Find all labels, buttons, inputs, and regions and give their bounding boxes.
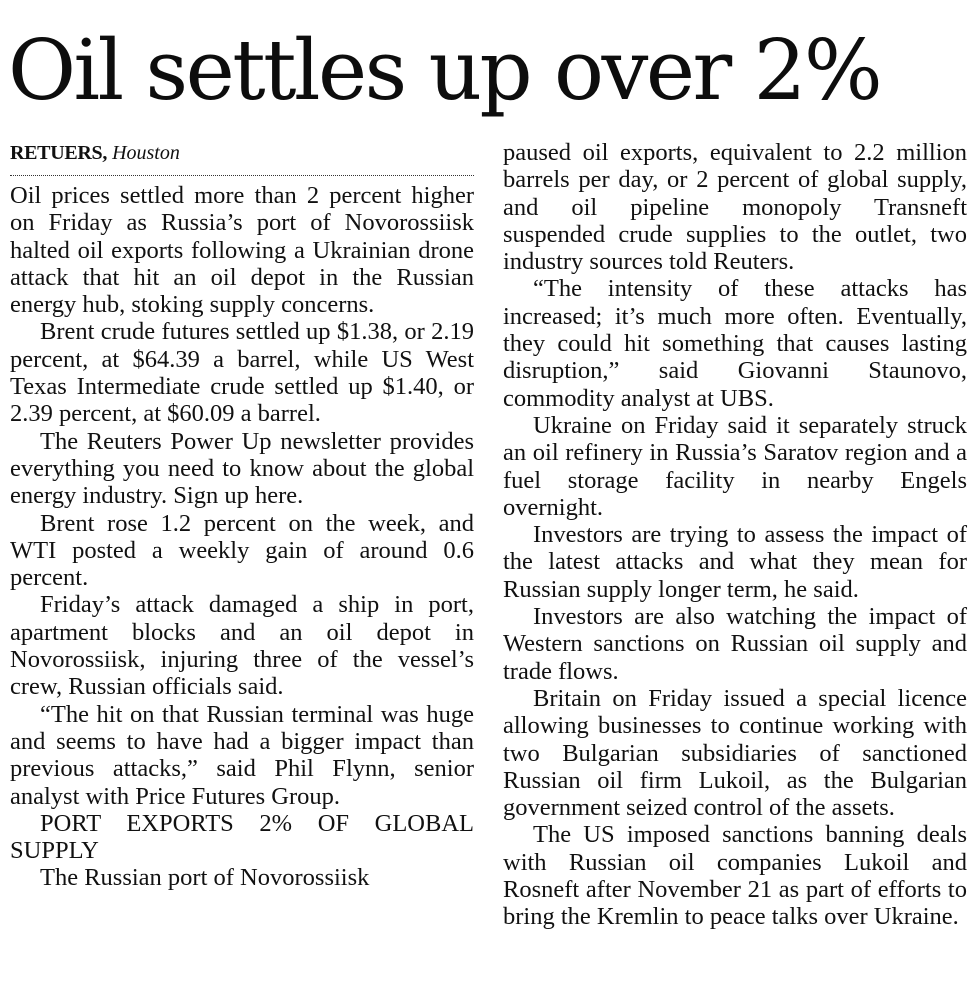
byline-agency: RETUERS, bbox=[10, 142, 108, 164]
dotted-divider bbox=[10, 175, 474, 176]
paragraph: The Russian port of Novorossiisk bbox=[40, 864, 370, 892]
paragraph: Friday’s attack damaged a ship in port, apartment blocks and an oil depot in Novorossiisk, injuring three of the vessel’s crew, Russian officials said. bbox=[10, 591, 474, 701]
paragraph: The US imposed sanctions banning deals with Russian oil companies Lukoil and Rosneft after November 21 as part of efforts to bring the Kremlin to peace talks over Ukraine. bbox=[503, 821, 967, 931]
paragraph: “The hit on that Russian terminal was huge and seems to have had a bigger impact than previous attacks,” said Phil Flynn, senior analyst with Price Futures Group. bbox=[10, 700, 474, 810]
paragraph: “The intensity of these attacks has increased; it’s much more often. Eventually, they could hit something that causes lasting disruption,” said Giovanni Staunovo, commodity analyst at UBS. bbox=[503, 275, 967, 412]
headline: Oil settles up over 2% bbox=[8, 22, 881, 119]
paragraph: Investors are trying to assess the impact of the latest attacks and what they mean for Russian supply longer term, he said. bbox=[503, 521, 967, 603]
paragraph: Brent rose 1.2 percent on the week, and WTI posted a weekly gain of around 0.6 percent. bbox=[10, 509, 474, 592]
left-column bbox=[10, 139, 474, 892]
paragraph: Ukraine on Friday said it separately struck an oil refinery in Russia’s Saratov region and a fuel storage facility in nearby Engels overnight. bbox=[503, 411, 967, 521]
paragraph: Britain on Friday issued a special licence allowing businesses to continue working with two Bulgarian subsidiaries of sanctioned Russian oil firm Lukoil, as the Bulgarian government seized control of the assets. bbox=[503, 684, 967, 822]
paragraph: Brent crude futures settled up $1.38, or 2.19 percent, at $64.39 a barrel, while US West Texas Intermediate crude settled up $1.40, or 2.39 percent, at $60.09 a barrel. bbox=[10, 318, 474, 428]
paragraph: The Reuters Power Up newsletter provides everything you need to know about the global energy industry. Sign up here. bbox=[10, 427, 474, 510]
subheading: PORT EXPORTS 2% OF GLOBAL SUPPLY bbox=[10, 809, 474, 865]
right-column bbox=[503, 139, 967, 931]
paragraph-continued: paused oil exports, equivalent to 2.2 million barrels per day, or 2 percent of global supply, and oil pipeline monopoly Transneft suspended crude supplies to the outlet, two industry sources told Reuters. bbox=[503, 139, 967, 276]
paragraph: Oil prices settled more than 2 percent higher on Friday as Russia’s port of Novorossiisk halted oil exports following a Ukrainian drone attack that hit an oil depot in the Russian energy hub, stoking supply concerns. bbox=[10, 182, 474, 319]
byline-location: Houston bbox=[112, 142, 180, 164]
byline bbox=[10, 139, 474, 169]
paragraph: Investors are also watching the impact of Western sanctions on Russian oil supply and trade flows. bbox=[503, 603, 967, 685]
